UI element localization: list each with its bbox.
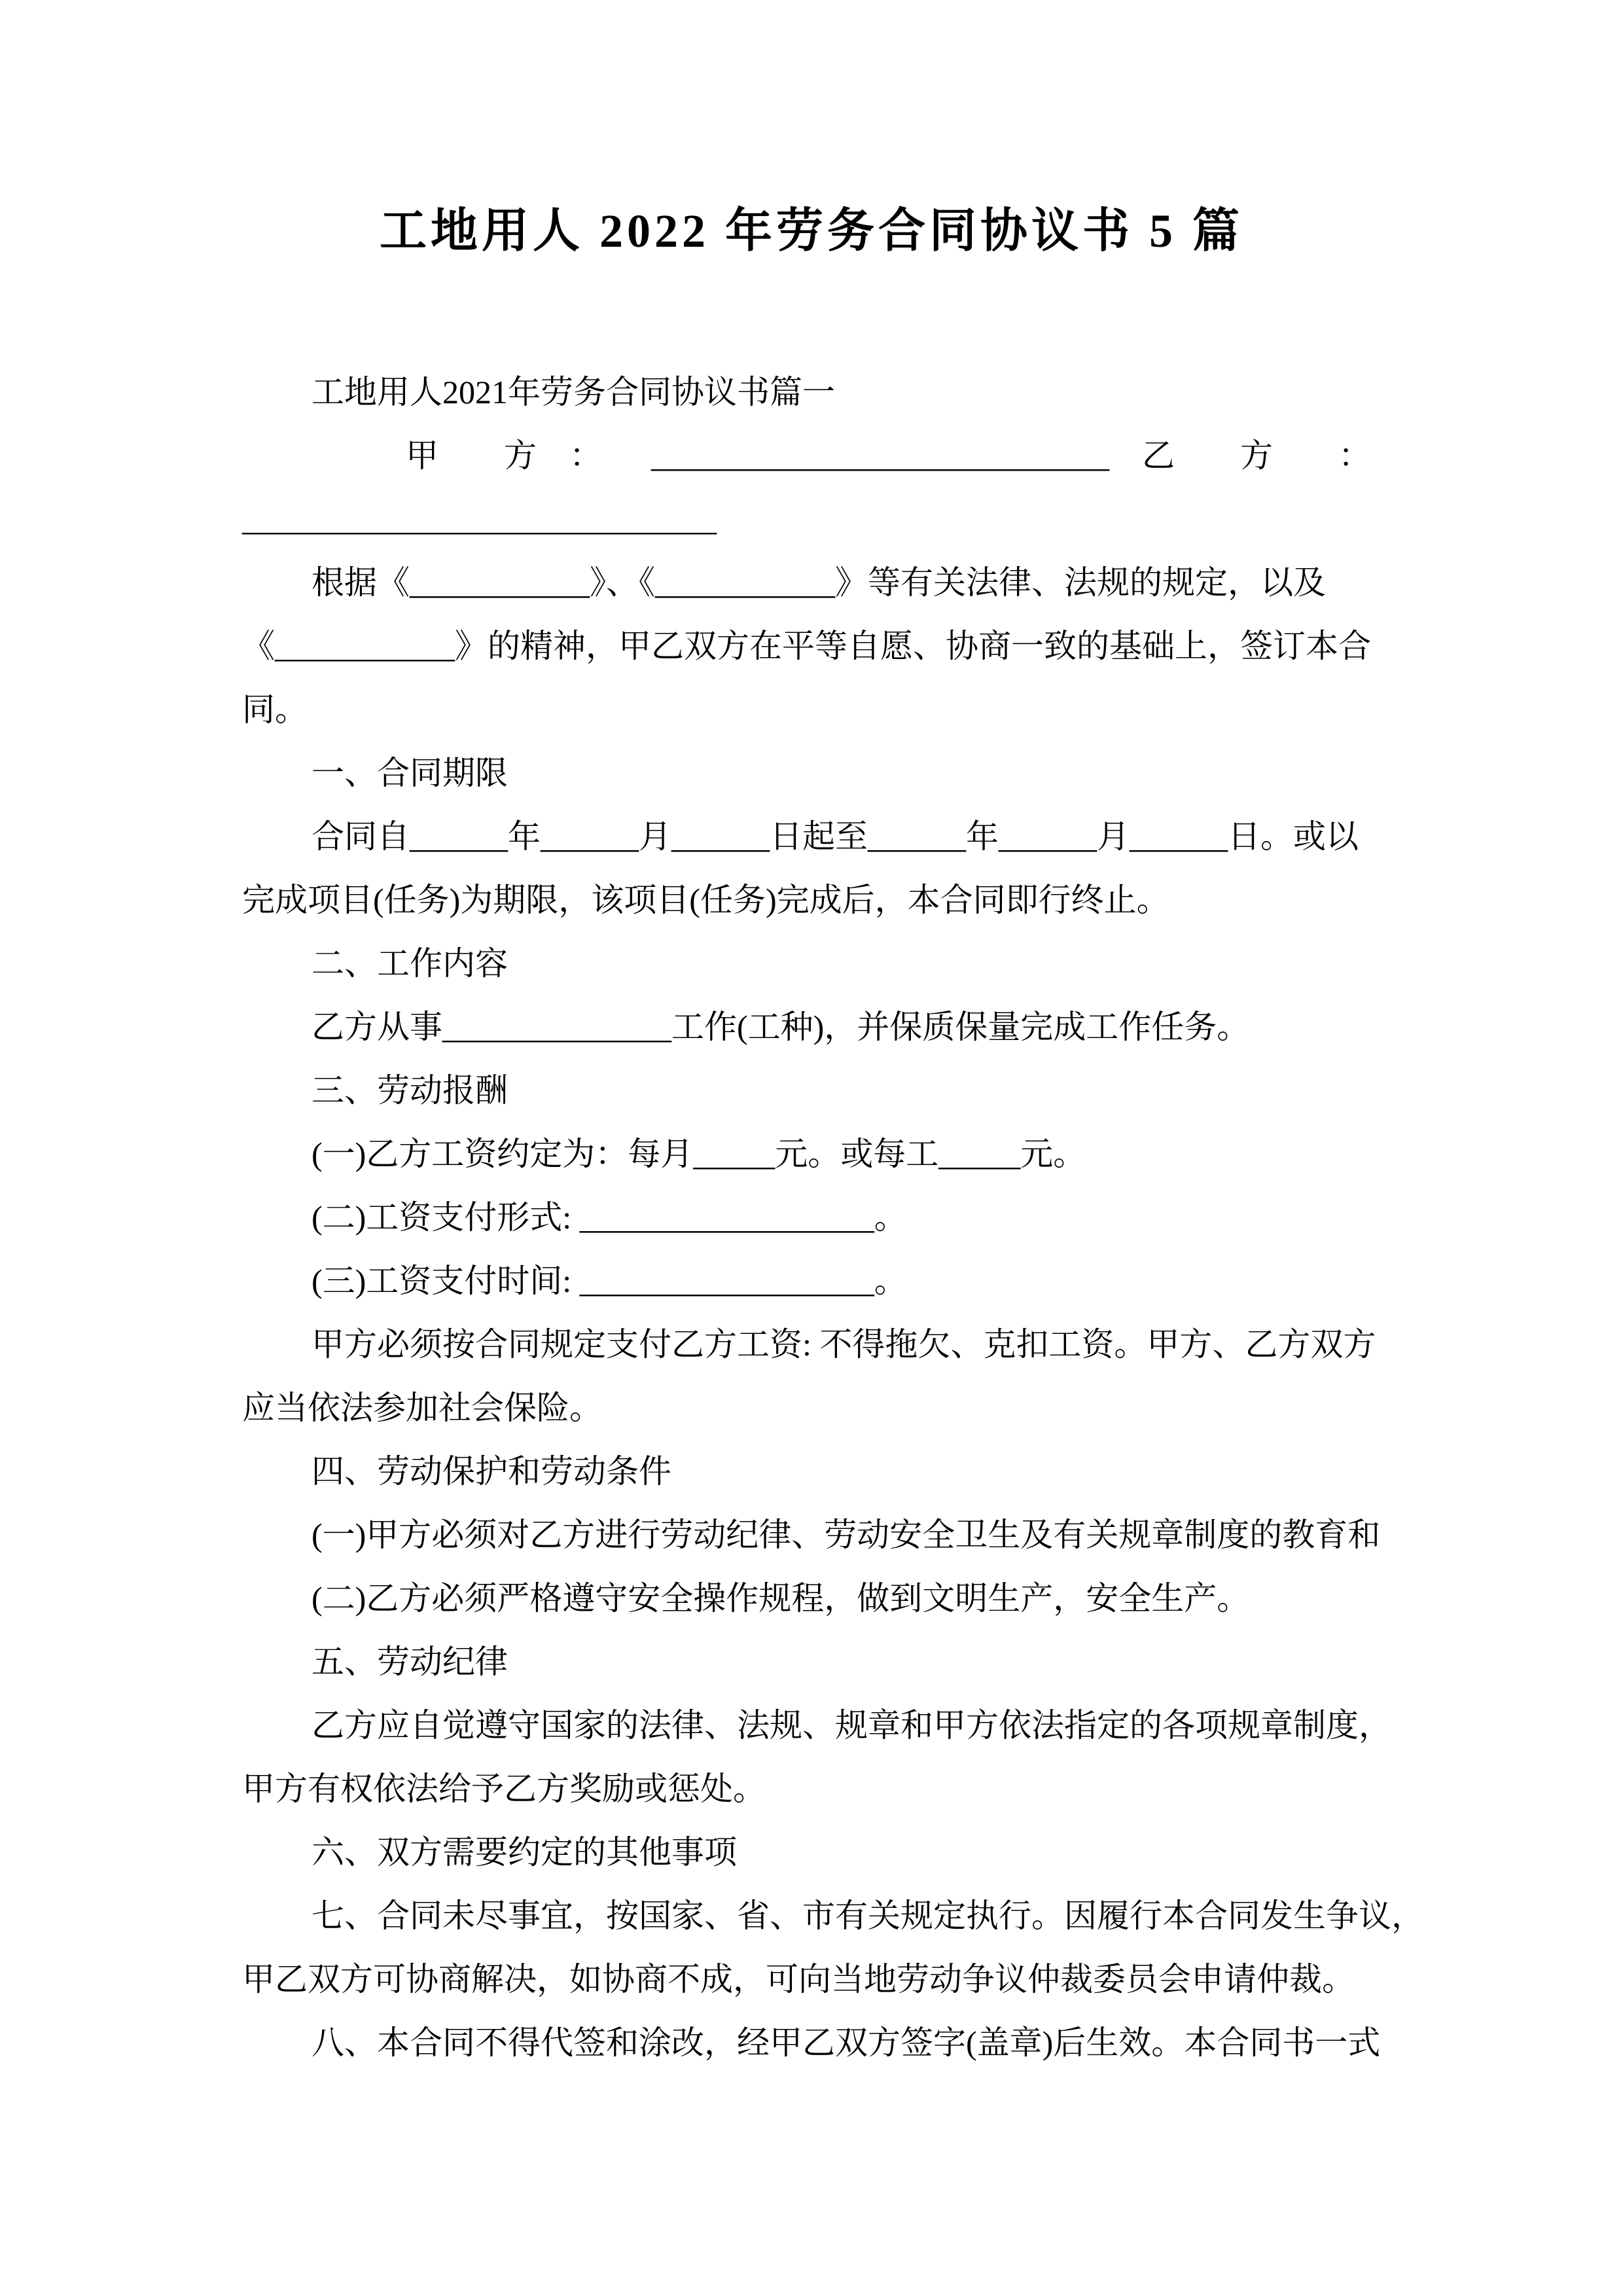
document-line: (一)甲方必须对乙方进行劳动纪律、劳动安全卫生及有关规章制度的教育和 — [312, 1516, 1381, 1553]
document-line: 应当依法参加社会保险。 — [242, 1390, 602, 1426]
document-line: 三、劳动报酬 — [312, 1072, 508, 1109]
document-line: 八、本合同不得代签和涂改，经甲乙双方签字(盖章)后生效。本合同书一式 — [312, 2024, 1381, 2061]
document-line: 甲 方 ： ____________________________ 乙 方 ： — [242, 437, 1371, 474]
document-line: 甲方有权依法给予乙方奖励或惩处。 — [242, 1770, 766, 1807]
document-line: 一、合同期限 — [312, 755, 508, 791]
document-line: _____________________________ — [242, 501, 717, 537]
document-line: 乙方应自觉遵守国家的法律、法规、规章和甲方依法指定的各项规章制度， — [312, 1707, 1391, 1744]
document-line: (二)乙方必须严格遵守安全操作规程，做到文明生产，安全生产。 — [312, 1580, 1250, 1617]
document-line: (二)工资支付形式: __________________。 — [312, 1199, 907, 1236]
document-line: 《___________》的精神，甲乙双方在平等自愿、协商一致的基础上，签订本合 — [242, 628, 1371, 664]
document-line: 六、双方需要约定的其他事项 — [312, 1834, 737, 1871]
document-line: 四、劳动保护和劳动条件 — [312, 1453, 671, 1490]
document-title: 工地用人 2022 年劳务合同协议书 5 篇 — [379, 205, 1243, 257]
document-line: 七、合同未尽事宜，按国家、省、市有关规定执行。因履行本合同发生争议， — [312, 1897, 1424, 1934]
document-line: 完成项目(任务)为期限，该项目(任务)完成后，本合同即行终止。 — [242, 882, 1169, 918]
document-line: 二、工作内容 — [312, 945, 508, 982]
document-line: 五、劳动纪律 — [312, 1643, 508, 1680]
document-line: 甲乙双方可协商解决，如协商不成，可向当地劳动争议仲裁委员会申请仲裁。 — [242, 1961, 1355, 1998]
document-line: 合同自______年______月______日起至______年______月______日。或以 — [312, 818, 1359, 855]
document-line: (一)乙方工资约定为：每月_____元。或每工_____元。 — [312, 1136, 1086, 1172]
document-line: (三)工资支付时间: __________________。 — [312, 1263, 907, 1299]
document-line: 同。 — [242, 691, 308, 728]
document-line: 根据《___________》、《___________》等有关法律、法规的规定，以及 — [312, 564, 1326, 601]
document-line: 乙方从事______________工作(工种)，并保质保量完成工作任务。 — [312, 1009, 1250, 1045]
document-body — [242, 361, 1424, 2075]
document-line: 工地用人2021年劳务合同协议书篇一 — [312, 374, 835, 410]
document-line: 甲方必须按合同规定支付乙方工资: 不得拖欠、克扣工资。甲方、乙方双方 — [312, 1326, 1376, 1363]
